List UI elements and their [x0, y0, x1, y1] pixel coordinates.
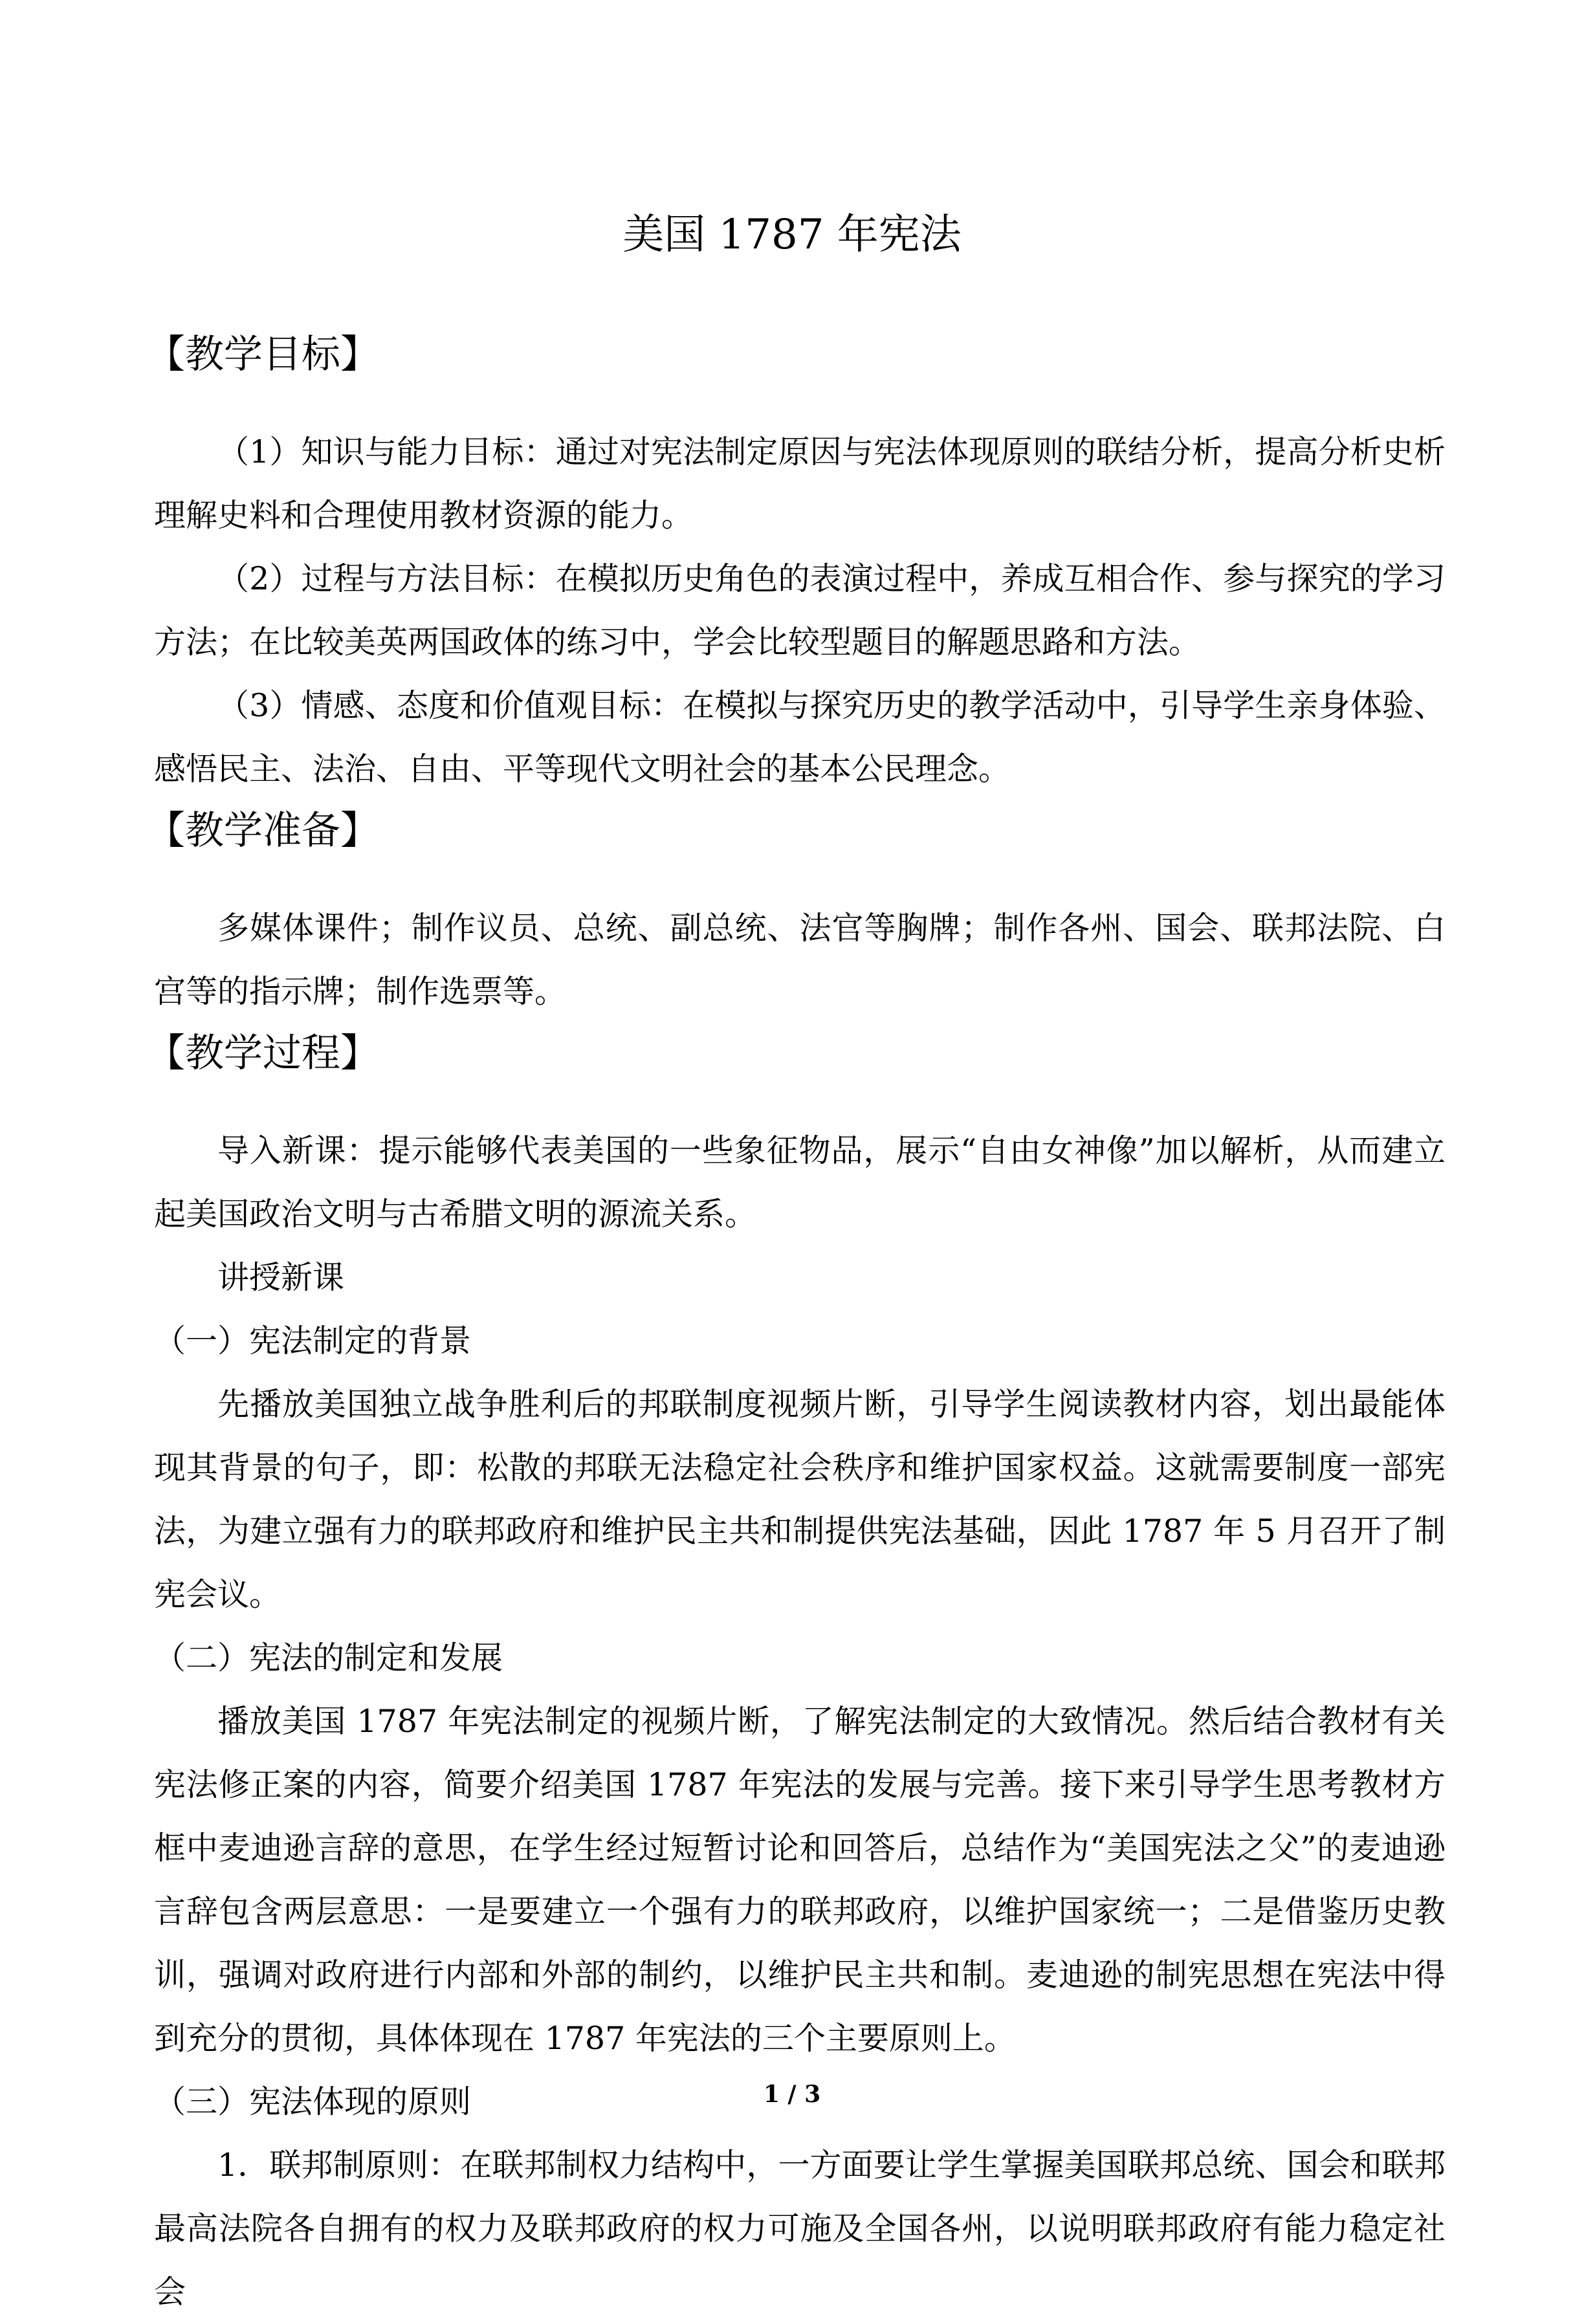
page-number: 1 / 3	[763, 2081, 821, 2108]
section-heading-goals: 【教学目标】	[146, 332, 379, 377]
section-heading-process: 【教学过程】	[146, 1031, 379, 1076]
lecture-label: 讲授新课	[217, 1259, 345, 1296]
subheading-2: （二）宪法的制定和发展	[154, 1639, 503, 1676]
section-heading-prep: 【教学准备】	[146, 808, 379, 853]
subsection-1-text: 先播放美国独立战争胜利后的邦联制度视频片断，引导学生阅读教材内容，划出最能体现其背景的句子，即：松散的邦联无法稳定社会秩序和维护国家权益。这就需要制度一部宪法，为建立强有力的联邦政府和维护民主共和制提供宪法基础，因此 1787 年 5 月召开了制宪会议。	[154, 1386, 1446, 1613]
subheading-1: （一）宪法制定的背景	[154, 1322, 472, 1359]
goal-3: （3）情感、态度和价值观目标：在模拟与探究历史的教学活动中，引导学生亲身体验、感悟民主、法治、自由、平等现代文明社会的基本公民理念。	[154, 687, 1446, 787]
prep-text: 多媒体课件；制作议员、总统、副总统、法官等胸牌；制作各州、国会、联邦法院、白宫等的指示牌；制作选票等。	[154, 910, 1446, 1010]
page-title: 美国 1787 年宪法	[622, 211, 962, 259]
subheading-3: （三）宪法体现的原则	[154, 2083, 472, 2120]
intro-text: 导入新课：提示能够代表美国的一些象征物品，展示“自由女神像”加以解析，从而建立起美国政治文明与古希腊文明的源流关系。	[154, 1132, 1446, 1233]
subsection-2-text: 播放美国 1787 年宪法制定的视频片断，了解宪法制定的大致情况。然后结合教材有关宪法修正案的内容，简要介绍美国 1787 年宪法的发展与完善。接下来引导学生思考教材方框中麦迪逊言辞的意思，在学生经过短暂讨论和回答后，总结作为“美国宪法之父”的麦迪逊言辞包含两层意思：一是要建立一个强有力的联邦政府，以维护国家统一；二是借鉴历史教训，强调对政府进行内部和外部的制约，以维护民主共和制。麦迪逊的制宪思想在宪法中得到充分的贯彻，具体体现在 1787 年宪法的三个主要原则上。	[154, 1703, 1446, 2057]
subsection-3-text: 1．联邦制原则：在联邦制权力结构中，一方面要让学生掌握美国联邦总统、国会和联邦最高法院各自拥有的权力及联邦政府的权力可施及全国各州，以说明联邦政府有能力稳定社会	[154, 2147, 1446, 2310]
goal-1: （1）知识与能力目标：通过对宪法制定原因与宪法体现原则的联结分析，提高分析史析理解史料和合理使用教材资源的能力。	[154, 433, 1446, 534]
document-body	[146, 323, 1446, 2324]
goal-2: （2）过程与方法目标：在模拟历史角色的表演过程中，养成互相合作、参与探究的学习方法；在比较美英两国政体的练习中，学会比较型题目的解题思路和方法。	[154, 560, 1446, 661]
